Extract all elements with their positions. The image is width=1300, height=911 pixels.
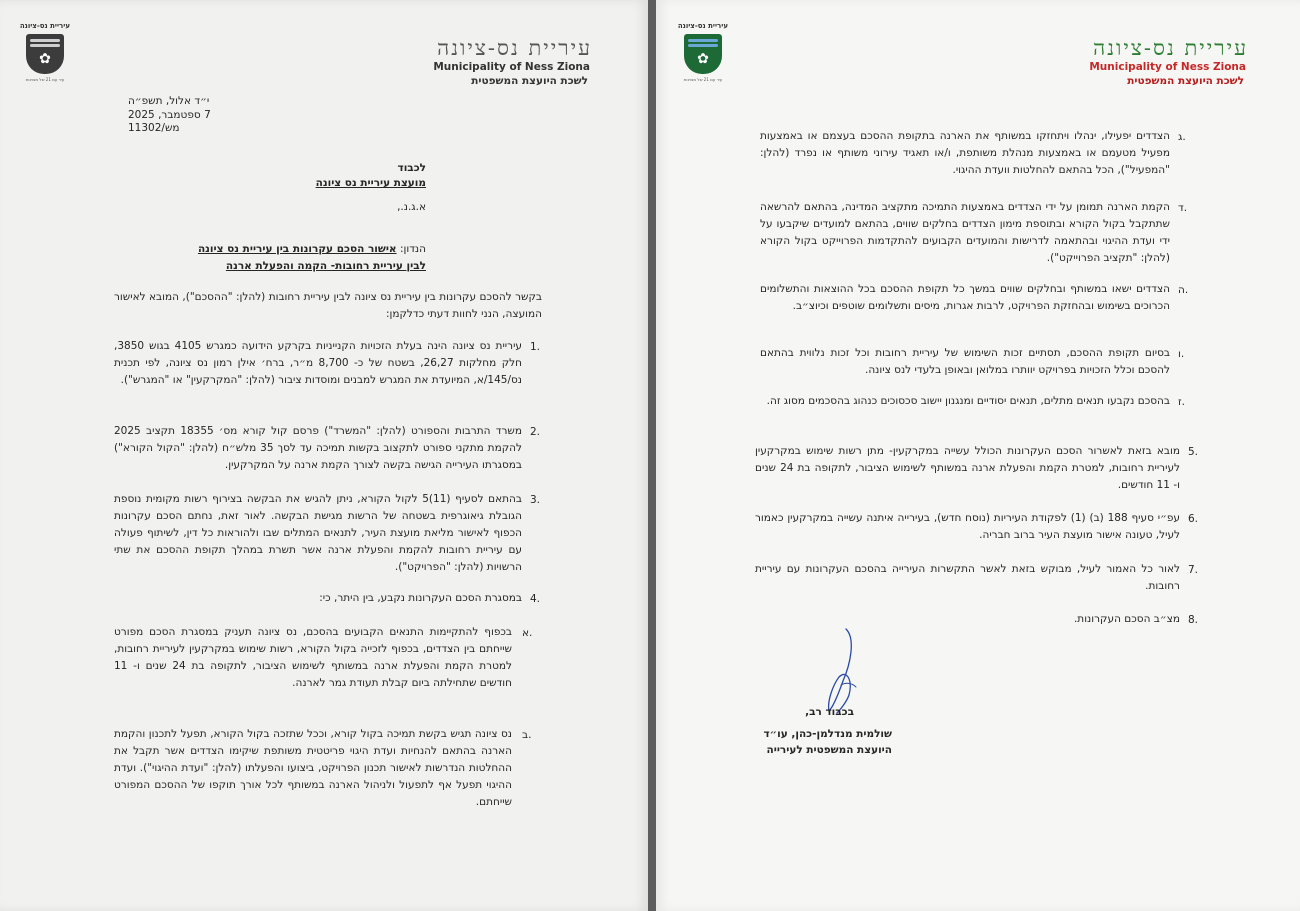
item-1-text: עיריית נס ציונה הינה בעלת הזכויות הקנייניות בקרקע הידועה כמגרש 4105 בגוש 3850, חלק מחלקות 26,27, בשטח של כ- 8,700 מ״ר, ברח׳ אילן רמון נס ציונה, לפי תכנית נס/145/א, המיועדת את המגרש למבנים ומוסדות ציבור (להלן: "המקרקעין" או "המגרש"). (114, 340, 523, 386)
subject-title-1: אישור הסכם עקרונות בין עיריית נס ציונה (197, 243, 397, 255)
item-8-text: מצ״ב הסכם העקרונות. (1073, 613, 1180, 625)
letter-page-1 (0, 0, 648, 911)
to-recipient: מועצת עיריית נס ציונה (315, 177, 426, 189)
logo-footer: עיר עם 21 של מצוינות (683, 77, 723, 82)
subitem-c-text: הצדדים יפעילו, ינהלו ויתחזקו במשותף את הארנה בתקופת ההסכם בעצמם או באמצעות מפעיל מטעמם או באמצעות מנהלת משותפת, ו/או תאגיד עירוני משותף או נפרד (להלן: "המפעיל"), הכל בהתאם להחלטות וועדת ההיגוי. (760, 130, 1170, 176)
subitem-f-text: בסיום תקופת ההסכם, תסתיים זכות השימוש של עיריית רחובות וכל זכות נלווית בהתאם להסכם וכלל הזכויות בפרויקט יוותרו במלואן ובאופן בלעדי לנס ציונה. (760, 347, 1170, 376)
department-name: לשכת היועצת המשפטית (471, 75, 588, 87)
handwritten-signature-icon (816, 625, 866, 715)
item-4-text: במסגרת הסכם העקרונות נקבע, בין היתר, כי: (319, 592, 522, 604)
municipal-emblem-icon: ✿ (26, 34, 64, 74)
city-name-hebrew: עיריית נס-ציונה (1093, 36, 1248, 60)
subitem-letter: ד. (1178, 202, 1188, 214)
subitem-a-text: בכפוף להתקיימות התנאים הקבועים בהסכם, נס ציונה תעניק במסגרת הסכם מפורט שייחתם בין הצדדים, בכפוף לזכייה בקול הקורא, רשות שימוש במקרקעין לעיריית רחובות, למטרת הקמת והפעלת ארנה במשותף לשימוש הציבור, לתקופה בת 24 שנים ו- 11 חודשים שתחילתה ביום קבלת תעודת גמר לארנה. (114, 626, 513, 689)
subitem-letter: א. (522, 627, 533, 639)
subitem-letter: ג. (1178, 131, 1186, 143)
item-5-text: מובא בזאת לאשרור הסכם העקרונות הכולל עשייה במקרקעין- מתן רשות שימוש במקרקעין לעיריית רחובות, למטרת הקמת והפעלת ארנה במשותף לשימוש הציבור, לתקופה בת 24 שנים ו- 11 חודשים. (755, 445, 1181, 491)
item-number: 7. (1188, 564, 1199, 576)
date-hebrew: י״ד אלול, תשפ״ה (128, 95, 210, 107)
item-number: 8. (1188, 614, 1199, 626)
closing: בכבוד רב, (805, 706, 854, 718)
to-label: לכבוד (397, 162, 426, 174)
municipal-emblem-icon: ✿ (684, 34, 722, 74)
letter-page-2 (656, 0, 1300, 911)
item-2-text: משרד התרבות והספורט (להלן: "המשרד") פרסם קול קורא מס׳ 18355 תקציב 2025 להקמת מתקני ספורט לתקצוב בקשות תמיכה עד לסך 35 מלש״ח (להלן: "הקול הקורא") במסגרתו העירייה הגישה בקשה לצורך הקמת ארנה על המקרקעין. (114, 425, 522, 471)
item-number: 3. (530, 494, 541, 506)
subitem-letter: ו. (1178, 348, 1185, 360)
item-number: 1. (530, 341, 541, 353)
subitem-letter: ז. (1178, 396, 1185, 408)
subitem-g-text: בהסכם נקבעו תנאים מתלים, תנאים יסודיים ומנגנון יישוב סכסוכים כנהוג בהסכמים מסוג זה. (766, 395, 1170, 407)
city-name-english: Municipality of Ness Ziona (1089, 61, 1246, 73)
logo-caption: עיריית נס-ציונה (677, 22, 728, 30)
logo-footer: עיר עם 21 של מצוינות (25, 77, 65, 82)
reference-number: מש/11302 (128, 122, 180, 135)
city-name-hebrew: עיריית נס-ציונה (437, 36, 592, 60)
signer-name: שולמית מנדלמן-כהן, עו״ד (763, 728, 892, 740)
subject-title-2: לבין עיריית רחובות- הקמה והפעלת ארנה (225, 260, 426, 272)
greeting: א.ג.נ., (397, 201, 426, 213)
page-gutter (648, 0, 656, 911)
date-block (128, 95, 238, 136)
item-7-text: לאור כל האמור לעיל, מבוקש בזאת לאשר התקשרות העירייה בהסכם העקרונות עם עיריית רחובות. (755, 563, 1180, 592)
item-number: 6. (1188, 513, 1199, 525)
item-number: 4. (530, 593, 541, 605)
subitem-d-text: הקמת הארנה תמומן על ידי הצדדים באמצעות התמיכה מתקציב המדינה, בהתאם להרשאה שתתקבל בקול הקורא ובתוספת מימון הצדדים בחלקים שווים, בהתאם למועדים שיקבעו על ידי ועדת ההיגוי ובהתאמה לדרישות והמועדים הקבועים להתקדמות הפרוייקט בקול הקורא (להלן: "תקציב הפרוייקט"). (760, 201, 1170, 264)
department-name: לשכת היועצת המשפטית (1127, 75, 1244, 87)
logo-caption: עיריית נס-ציונה (19, 22, 70, 30)
date-gregorian: 7 ספטמבר, 2025 (128, 108, 211, 121)
item-6-text: עפ״י סעיף 188 (ב) (1) לפקודת העיריות (נוסח חדש), בעירייה איתנה עשייה במקרקעין כאמור לעיל, טעונה אישור מועצת העיר ברוב חבריה. (755, 512, 1180, 541)
intro-paragraph: בקשר להסכם עקרונות בין עיריית נס ציונה לבין עיריית רחובות (להלן: "ההסכם"), המובא לאישור המועצה, הנני לחוות דעתי כדלקמן: (114, 291, 542, 320)
item-3-text: בהתאם לסעיף (11)5 לקול הקורא, ניתן להגיש את הבקשה בצירוף רשות מקומית נוספת הגובלת גיאוגרפית בשטחה של הרשות מגישת הבקשה. לאור זאת, נחתם הסכם עקרונות הכפוף לאישור מליאת מועצת העיר, לתנאים המתלים שבו ולהוראות כל דין, לשיתוף פעולה עם עיריית רחובות להקמת והפעלת ארנה אשר תשרת במהלך תקופת ההסכם את שתי הרשויות (להלן: "הפרויקט"). (114, 493, 522, 573)
subitem-e-text: הצדדים ישאו במשותף ובחלקים שווים במשך כל תקופת ההסכם בכל ההוצאות והתשלומים הכרוכים בשימוש ובהחזקת הפרויקט, לרבות אגרות, מיסים ותשלומים שוטפים וכיוצ״ב. (760, 283, 1170, 312)
subitem-letter: ה. (1178, 284, 1189, 296)
item-number: 2. (530, 426, 541, 438)
subject-line-1 (198, 241, 426, 258)
subject-prefix: הנדון: (399, 243, 426, 255)
item-number: 5. (1188, 446, 1199, 458)
subitem-letter: ב. (522, 729, 532, 741)
subitem-b-text: נס ציונה תגיש בקשת תמיכה בקול קורא, וככל שתזכה בקול הקורא, תפעל לתכנון והקמת הארנה בהתאם להנחיות ועדת היגוי פריטטית משותפת שיקימו הצדדים אשר תקבל את ההחלטות הנדרשות לאישור תכנון הפרויקט, ביצועו והפעלתו (להלן: "ועדת ההיגוי"). ועדת ההיגוי תפעל אף לתפעול ולניהול הארנה במשותף לכל אורך תוקפו של ההסכם המפורט שייחתם. (114, 728, 512, 808)
city-name-english: Municipality of Ness Ziona (433, 61, 590, 73)
signer-title: היועצת המשפטית לעירייה (766, 744, 892, 756)
